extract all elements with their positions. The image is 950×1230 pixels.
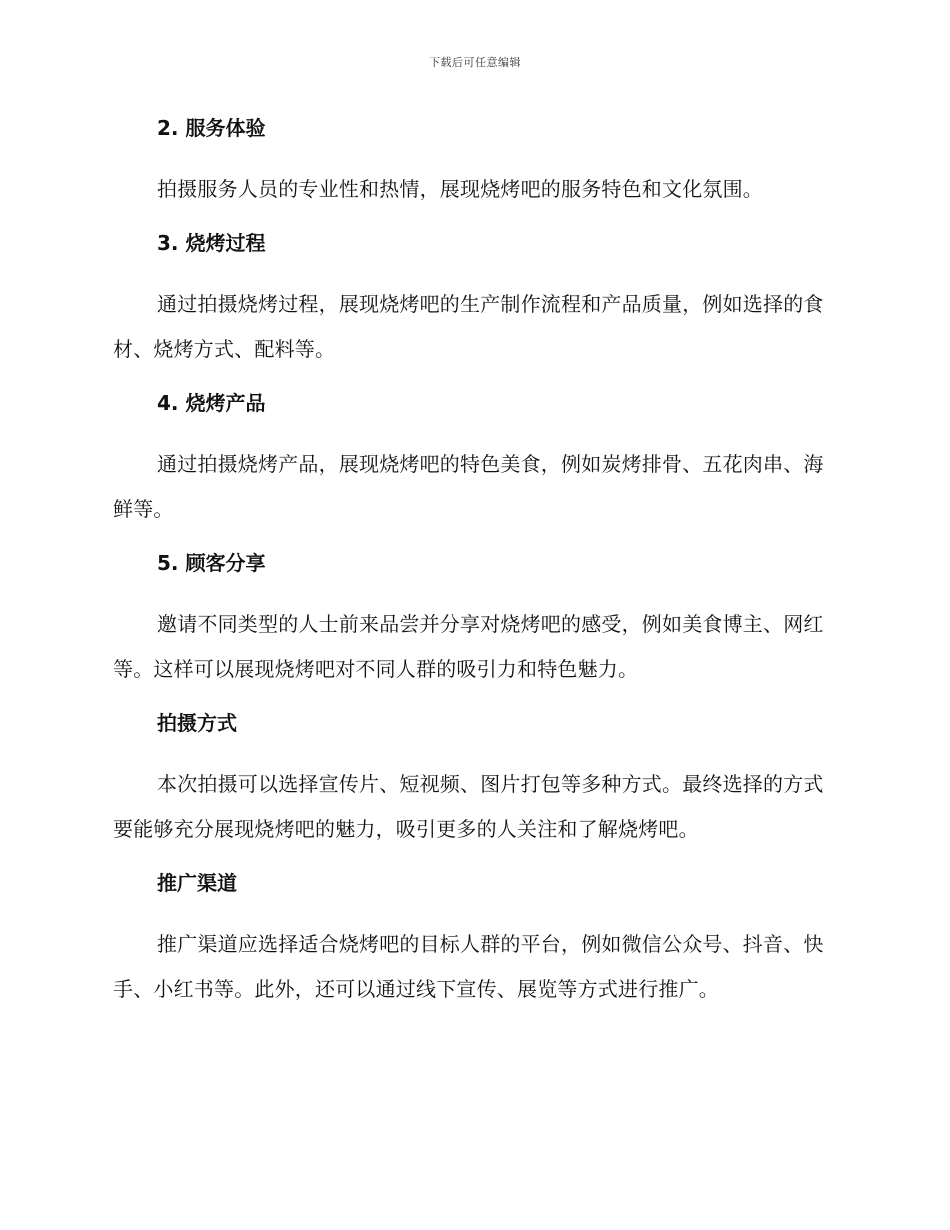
section-paragraph: 通过拍摄烧烤过程，展现烧烤吧的生产制作流程和产品质量，例如选择的食材、烧烤方式、配料等。: [113, 292, 824, 361]
header-note: 下载后可任意编辑: [429, 56, 521, 69]
section-service-experience: [113, 108, 833, 212]
section-paragraph: 推广渠道应选择适合烧烤吧的目标人群的平台，例如微信公众号、抖音、快手、小红书等。此外，还可以通过线下宣传、展览等方式进行推广。: [113, 932, 824, 1001]
section-heading: 3. 烧烤过程: [157, 231, 266, 255]
section-paragraph: 拍摄服务人员的专业性和热情，展现烧烤吧的服务特色和文化氛围。: [157, 177, 763, 201]
section-bbq-process: [113, 223, 833, 372]
section-bbq-products: [113, 383, 833, 532]
section-customer-sharing: [113, 543, 833, 692]
section-heading: 拍摄方式: [157, 711, 237, 735]
section-heading: 4. 烧烤产品: [157, 391, 266, 415]
section-paragraph: 通过拍摄烧烤产品，展现烧烤吧的特色美食，例如炭烤排骨、五花肉串、海鲜等。: [113, 452, 824, 521]
section-heading: 2. 服务体验: [157, 116, 266, 140]
section-shooting-method: [113, 703, 833, 852]
document-body: [113, 108, 833, 1023]
section-paragraph: 本次拍摄可以选择宣传片、短视频、图片打包等多种方式。最终选择的方式要能够充分展现烧烤吧的魅力，吸引更多的人关注和了解烧烤吧。: [113, 772, 824, 841]
section-promotion-channels: [113, 863, 833, 1012]
section-heading: 5. 顾客分享: [157, 551, 266, 575]
section-paragraph: 邀请不同类型的人士前来品尝并分享对烧烤吧的感受，例如美食博主、网红等。这样可以展现烧烤吧对不同人群的吸引力和特色魅力。: [113, 612, 824, 681]
section-heading: 推广渠道: [157, 871, 237, 895]
